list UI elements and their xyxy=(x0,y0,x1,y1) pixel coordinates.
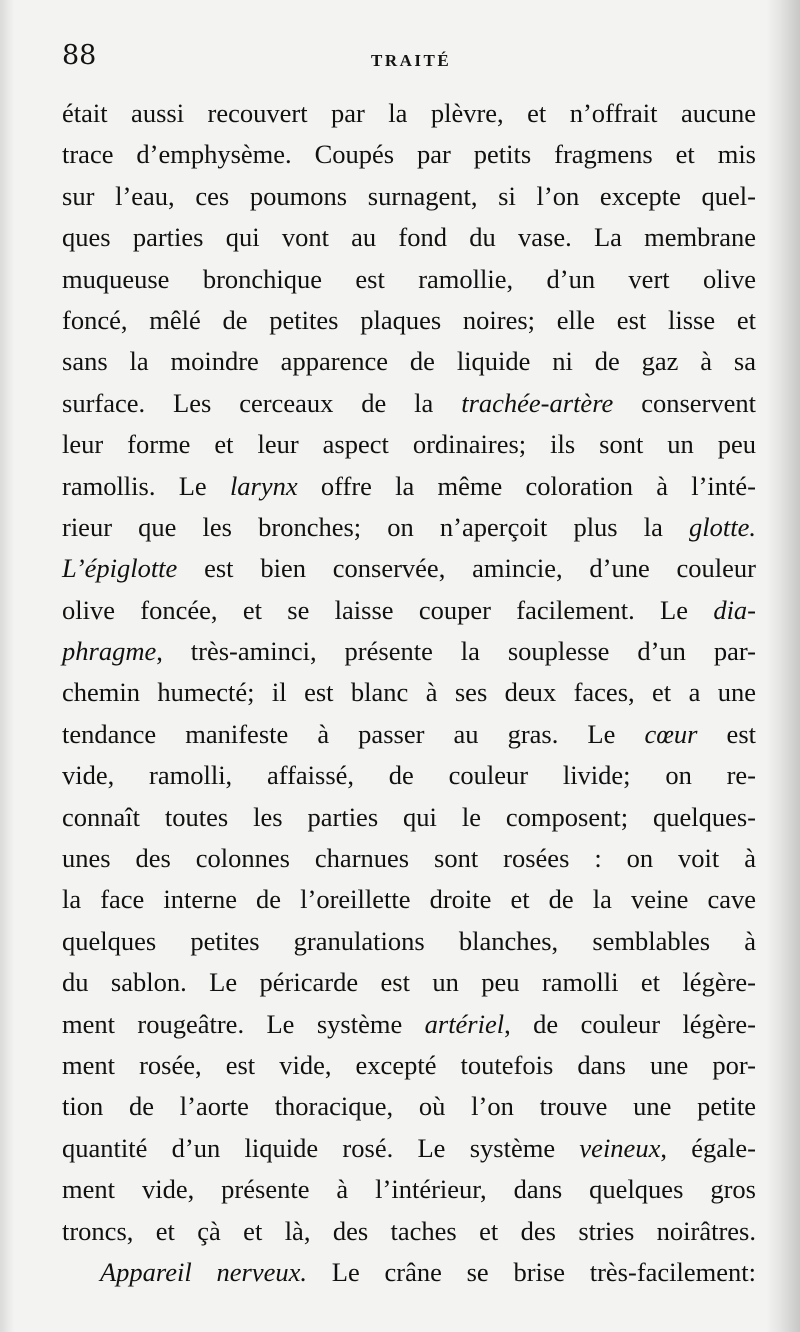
text-line xyxy=(62,134,756,175)
text-segment: tion de l’aorte thoracique, où l’on trouve une petite xyxy=(62,1091,756,1122)
text-segment: ques parties qui vont au fond du vase. La membrane xyxy=(62,222,756,253)
text-segment: ment rosée, est vide, excepté toutefois dans une por- xyxy=(62,1049,756,1080)
text-line xyxy=(62,1252,756,1293)
text-line xyxy=(62,217,756,258)
text-line xyxy=(62,921,756,962)
text-segment: leur forme et leur aspect ordinaires; ils sont un peu xyxy=(62,429,756,460)
text-line xyxy=(62,962,756,1003)
text-line xyxy=(62,838,756,879)
text-line xyxy=(62,1211,756,1252)
text-segment: chemin humecté; il est blanc à ses deux faces, et a une xyxy=(62,677,756,708)
text-segment: conservent xyxy=(613,387,756,418)
text-segment: unes des colonnes charnues sont rosées : on voit à xyxy=(62,843,756,874)
text-line xyxy=(62,176,756,217)
text-segment: ment vide, présente à l’intérieur, dans quelques gros xyxy=(62,1174,756,1205)
text-segment: ment rougeâtre. Le système xyxy=(62,1008,425,1039)
text-segment: quelques petites granulations blanches, semblables à xyxy=(62,925,756,956)
text-segment: troncs, et çà et là, des taches et des stries noirâtres. xyxy=(62,1215,756,1246)
italic-text: veineux xyxy=(579,1132,661,1163)
text-line xyxy=(62,424,756,465)
text-line xyxy=(62,879,756,920)
text-segment: était aussi recouvert par la plèvre, et n’offrait aucune xyxy=(62,98,756,128)
text-segment: tendance manifeste à passer au gras. Le xyxy=(62,718,645,749)
text-line xyxy=(62,466,756,507)
italic-text: cœur xyxy=(644,718,698,749)
text-segment: quantité d’un liquide rosé. Le système xyxy=(62,1132,580,1163)
text-line xyxy=(62,1045,756,1086)
text-line xyxy=(62,548,756,589)
text-line xyxy=(62,507,756,548)
text-line xyxy=(62,259,756,300)
italic-text: Appareil nerveux. xyxy=(100,1256,308,1287)
text-segment: , égale- xyxy=(660,1132,756,1163)
text-segment: trace d’emphysème. Coupés par petits fragmens et mis xyxy=(62,139,756,170)
text-segment: ramollis. Le xyxy=(62,470,230,501)
text-line xyxy=(62,383,756,424)
text-line xyxy=(62,631,756,672)
text-segment: connaît toutes les parties qui le composent; quelques- xyxy=(62,801,756,832)
text-segment: surface. Les cerceaux de la xyxy=(62,387,462,418)
text-segment: offre la même coloration à l’inté- xyxy=(297,470,756,501)
text-segment: sur l’eau, ces poumons surnagent, si l’on excepte quel- xyxy=(62,180,756,211)
italic-text: artériel xyxy=(424,1008,505,1039)
body-text xyxy=(62,93,756,1293)
text-segment: du sablon. Le péricarde est un peu ramolli et légère- xyxy=(62,967,756,998)
running-head: TRAITÉ xyxy=(371,51,452,70)
page-gutter-shadow xyxy=(766,0,800,1332)
text-segment: sans la moindre apparence de liquide ni de gaz à sa xyxy=(62,346,756,377)
text-line xyxy=(62,714,756,755)
italic-text: larynx xyxy=(229,470,298,501)
text-segment: , très-aminci, présente la souplesse d’un par- xyxy=(156,636,756,667)
text-line xyxy=(62,672,756,713)
text-segment: est xyxy=(697,718,756,749)
text-line xyxy=(62,300,756,341)
italic-text: phragme xyxy=(62,636,157,667)
text-segment: olive foncée, et se laisse couper facilement. Le xyxy=(62,594,714,625)
text-segment: Le crâne se brise très-facilement: xyxy=(307,1256,756,1287)
text-segment: rieur que les bronches; on n’aperçoit plus la xyxy=(62,511,690,542)
text-line xyxy=(62,590,756,631)
text-line xyxy=(62,1086,756,1127)
text-line xyxy=(62,1169,756,1210)
page-edge-shadow xyxy=(0,0,14,1332)
text-line xyxy=(62,797,756,838)
italic-text: trachée-artère xyxy=(461,387,614,418)
text-segment: foncé, mêlé de petites plaques noires; elle est lisse et xyxy=(62,304,756,335)
text-line xyxy=(62,1128,756,1169)
text-line xyxy=(62,341,756,382)
italic-text: L’épiglotte xyxy=(62,553,178,584)
text-segment: la face interne de l’oreillette droite et de la veine cave xyxy=(62,884,756,915)
text-line xyxy=(62,755,756,796)
text-segment: muqueuse bronchique est ramollie, d’un vert olive xyxy=(62,263,756,294)
text-segment: est bien conservée, amincie, d’une couleur xyxy=(177,553,756,584)
text-segment: vide, ramolli, affaissé, de couleur livide; on re- xyxy=(62,760,756,791)
text-line xyxy=(62,93,756,134)
text-segment: , de couleur légère- xyxy=(504,1008,756,1039)
text-line xyxy=(62,1004,756,1045)
italic-text: glotte. xyxy=(689,511,756,542)
italic-text: dia- xyxy=(713,594,756,625)
page-number: 88 xyxy=(62,40,97,71)
